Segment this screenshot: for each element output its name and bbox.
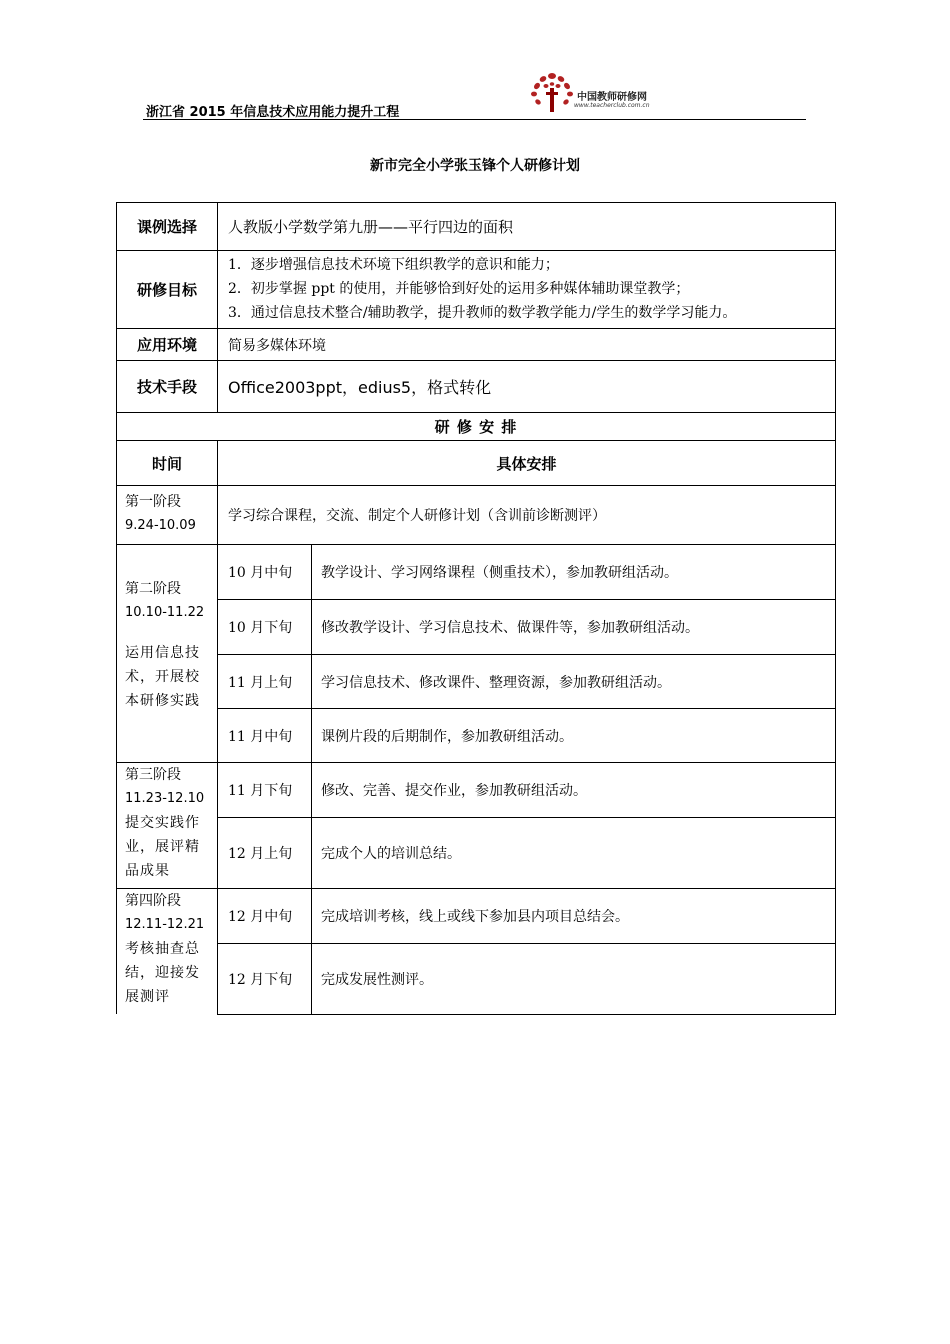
phase3-when: 11 月下旬 bbox=[217, 762, 312, 818]
header-divider bbox=[143, 119, 806, 120]
phase-name: 第三阶段 bbox=[125, 767, 181, 783]
lesson-value: 人教版小学数学第九册——平行四边的面积 bbox=[217, 202, 836, 251]
phase4-plan: 完成培训考核，线上或线下参加县内项目总结会。 bbox=[311, 888, 836, 944]
goal-item: 1．逐步增强信息技术环境下组织教学的意识和能力； bbox=[228, 257, 559, 273]
phase-range: 10.10-11.22 bbox=[125, 605, 205, 620]
phase3-time bbox=[116, 762, 218, 889]
goal-item: 2．初步掌握 ppt 的使用，并能够恰到好处的运用多种媒体辅助课堂教学； bbox=[228, 281, 690, 297]
phase-range: 12.11-12.21 bbox=[125, 917, 205, 932]
logo-name: 中国教师研修网 bbox=[577, 92, 647, 103]
phase2-plan: 教学设计、学习网络课程（侧重技术），参加教研组活动。 bbox=[311, 544, 836, 600]
phase1-plan: 学习综合课程，交流、制定个人研修计划（含训前诊断测评） bbox=[217, 485, 836, 545]
phase-range: 11.23-12.10 bbox=[125, 791, 205, 806]
lesson-label: 课例选择 bbox=[116, 202, 218, 251]
phase4-when: 12 月下旬 bbox=[217, 943, 312, 1015]
phase-desc: 提交实践作业，展评精品成果 bbox=[125, 815, 200, 879]
phase-name: 第二阶段 bbox=[125, 581, 181, 597]
phase4-time bbox=[116, 888, 218, 1014]
phase3-plan: 完成个人的培训总结。 bbox=[311, 817, 836, 889]
phase4-plan: 完成发展性测评。 bbox=[311, 943, 836, 1015]
goal-item: 3．通过信息技术整合/辅助教学，提升教师的数学教学能力/学生的数学学习能力。 bbox=[228, 305, 737, 321]
page-title: 新市完全小学张玉锋个人研修计划 bbox=[370, 158, 580, 174]
phase-desc: 考核抽查总结，迎接发展测评 bbox=[125, 941, 200, 1005]
section-title: 研 修 安 排 bbox=[116, 412, 836, 441]
phase2-when: 10 月下旬 bbox=[217, 599, 312, 655]
phase2-time bbox=[116, 544, 218, 763]
phase-name: 第四阶段 bbox=[125, 893, 181, 909]
phase2-when: 11 月上旬 bbox=[217, 654, 312, 709]
phase1-time bbox=[116, 485, 218, 545]
phase4-when: 12 月中旬 bbox=[217, 888, 312, 944]
goal-label: 研修目标 bbox=[116, 250, 218, 329]
env-value: 简易多媒体环境 bbox=[217, 328, 836, 361]
phase2-plan: 学习信息技术、修改课件、整理资源，参加教研组活动。 bbox=[311, 654, 836, 709]
teacherclub-logo bbox=[528, 70, 678, 116]
phase2-plan: 课例片段的后期制作，参加教研组活动。 bbox=[311, 708, 836, 763]
phase2-plan: 修改教学设计、学习信息技术、做课件等，参加教研组活动。 bbox=[311, 599, 836, 655]
goal-list bbox=[217, 250, 836, 329]
logo-url: www.teacherclub.com.cn bbox=[574, 102, 650, 109]
header-program: 浙江省 2015 年信息技术应用能力提升工程 bbox=[146, 105, 400, 120]
phase3-when: 12 月上旬 bbox=[217, 817, 312, 889]
tech-label: 技术手段 bbox=[116, 360, 218, 413]
col-time-header: 时间 bbox=[116, 440, 218, 486]
phase2-when: 11 月中旬 bbox=[217, 708, 312, 763]
flower-logo-icon bbox=[528, 70, 576, 116]
phase-range: 9.24-10.09 bbox=[125, 518, 196, 533]
tech-value: Office2003ppt，edius5，格式转化 bbox=[217, 360, 836, 413]
col-plan-header: 具体安排 bbox=[217, 440, 836, 486]
phase2-when: 10 月中旬 bbox=[217, 544, 312, 600]
env-label: 应用环境 bbox=[116, 328, 218, 361]
phase3-plan: 修改、完善、提交作业，参加教研组活动。 bbox=[311, 762, 836, 818]
phase-desc: 运用信息技术，开展校本研修实践 bbox=[125, 645, 200, 709]
phase-name: 第一阶段 bbox=[125, 494, 181, 510]
